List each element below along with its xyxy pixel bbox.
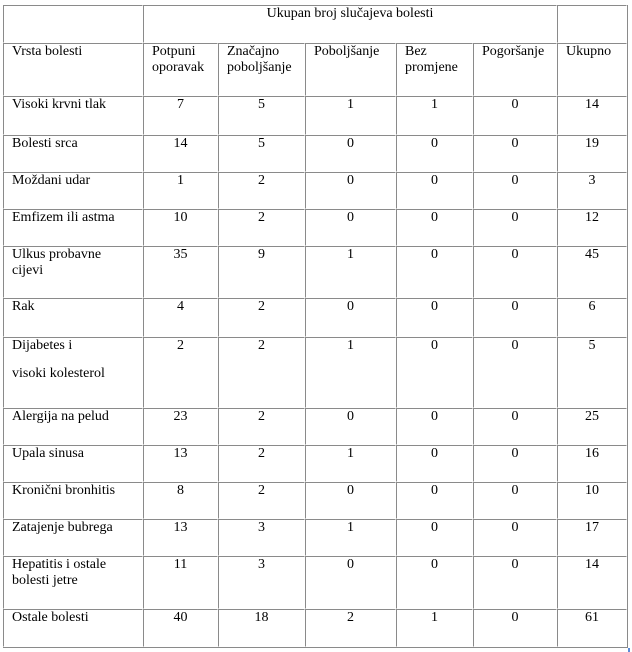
value-cell: 5 — [218, 135, 305, 172]
resize-handle-mark — [628, 648, 630, 652]
value-cell: 0 — [473, 482, 557, 519]
table-row — [3, 209, 627, 246]
value-cell: 10 — [143, 209, 218, 246]
table-row — [3, 246, 627, 298]
disease-name: Visoki krvni tlak — [12, 97, 107, 112]
column-header-label-line2: promjene — [405, 60, 458, 75]
disease-cell — [3, 337, 143, 408]
column-header-worsening — [473, 43, 557, 96]
value-cell: 0 — [396, 172, 473, 209]
group-header-cell — [143, 5, 557, 43]
value-cell: 4 — [143, 298, 218, 337]
value-cell: 0 — [473, 172, 557, 209]
table-row — [3, 135, 627, 172]
value-cell: 0 — [473, 519, 557, 556]
total-cell: 61 — [557, 609, 627, 647]
column-header-label: Ukupno — [566, 44, 612, 59]
disease-name: Kronični bronhitis — [12, 483, 116, 498]
value-cell: 1 — [305, 337, 396, 408]
value-cell: 0 — [305, 408, 396, 445]
value-cell: 1 — [305, 519, 396, 556]
value-cell: 1 — [396, 96, 473, 135]
table-row — [3, 298, 627, 337]
table-row — [3, 337, 627, 408]
disease-cell — [3, 445, 143, 482]
value-cell: 0 — [305, 482, 396, 519]
column-header-label-line2: oporavak — [152, 60, 205, 75]
disease-outcome-table — [3, 5, 628, 648]
value-cell: 1 — [305, 246, 396, 298]
disease-cell — [3, 209, 143, 246]
column-header-label-line1: Potpuni — [152, 44, 196, 59]
disease-cell — [3, 96, 143, 135]
disease-name-line2: cijevi — [12, 263, 44, 278]
value-cell: 0 — [473, 135, 557, 172]
value-cell: 0 — [473, 96, 557, 135]
disease-cell — [3, 519, 143, 556]
column-header-no-change — [396, 43, 473, 96]
value-cell: 18 — [218, 609, 305, 647]
column-header-total — [557, 43, 627, 96]
disease-cell — [3, 298, 143, 337]
table-row — [3, 609, 627, 647]
table-row — [3, 519, 627, 556]
disease-cell — [3, 609, 143, 647]
value-cell: 2 — [218, 337, 305, 408]
value-cell: 0 — [396, 246, 473, 298]
total-cell: 5 — [557, 337, 627, 408]
value-cell: 0 — [473, 337, 557, 408]
disease-name: Alergija na pelud — [12, 409, 109, 424]
total-cell: 12 — [557, 209, 627, 246]
value-cell: 13 — [143, 445, 218, 482]
disease-name-line1: Ulkus probavne — [12, 247, 102, 262]
value-cell: 2 — [218, 445, 305, 482]
value-cell: 11 — [143, 556, 218, 609]
value-cell: 0 — [473, 408, 557, 445]
value-cell: 0 — [473, 246, 557, 298]
table-row — [3, 96, 627, 135]
total-cell: 14 — [557, 556, 627, 609]
value-cell: 2 — [218, 209, 305, 246]
disease-name: Bolesti srca — [12, 136, 78, 151]
column-header-label-line1: Bez — [405, 44, 427, 59]
column-header-label: Poboljšanje — [314, 44, 380, 59]
value-cell: 0 — [305, 209, 396, 246]
value-cell: 0 — [305, 556, 396, 609]
table-row — [3, 556, 627, 609]
value-cell: 0 — [396, 209, 473, 246]
disease-name-line2: bolesti jetre — [12, 573, 78, 588]
value-cell: 0 — [473, 556, 557, 609]
value-cell: 2 — [305, 609, 396, 647]
value-cell: 0 — [473, 609, 557, 647]
disease-cell — [3, 135, 143, 172]
value-cell: 2 — [218, 298, 305, 337]
column-header-improvement — [305, 43, 396, 96]
value-cell: 2 — [218, 408, 305, 445]
total-cell: 10 — [557, 482, 627, 519]
disease-cell — [3, 482, 143, 519]
value-cell: 0 — [396, 556, 473, 609]
value-cell: 1 — [143, 172, 218, 209]
disease-name: Ostale bolesti — [12, 610, 89, 625]
value-cell: 0 — [473, 298, 557, 337]
value-cell: 0 — [396, 408, 473, 445]
value-cell: 0 — [396, 482, 473, 519]
value-cell: 0 — [396, 337, 473, 408]
column-header-label: Vrsta bolesti — [12, 44, 83, 59]
value-cell: 0 — [396, 298, 473, 337]
disease-cell — [3, 556, 143, 609]
disease-name: Upala sinusa — [12, 446, 84, 461]
value-cell: 2 — [218, 172, 305, 209]
value-cell: 1 — [305, 96, 396, 135]
total-cell: 17 — [557, 519, 627, 556]
disease-name: Emfizem ili astma — [12, 210, 115, 225]
total-cell: 3 — [557, 172, 627, 209]
value-cell: 5 — [218, 96, 305, 135]
disease-name: Rak — [12, 299, 35, 314]
empty-corner-cell — [3, 5, 143, 43]
value-cell: 3 — [218, 519, 305, 556]
value-cell: 0 — [305, 172, 396, 209]
empty-total-header-cell — [557, 5, 627, 43]
value-cell: 1 — [305, 445, 396, 482]
disease-name-line1: Dijabetes i — [12, 338, 73, 353]
column-header-significant-improvement — [218, 43, 305, 96]
value-cell: 0 — [473, 209, 557, 246]
column-header-label-line2: poboljšanje — [227, 60, 292, 75]
column-header-row — [3, 43, 627, 96]
value-cell: 0 — [396, 135, 473, 172]
value-cell: 0 — [396, 519, 473, 556]
total-cell: 25 — [557, 408, 627, 445]
value-cell: 1 — [396, 609, 473, 647]
value-cell: 7 — [143, 96, 218, 135]
value-cell: 0 — [396, 445, 473, 482]
value-cell: 3 — [218, 556, 305, 609]
total-cell: 16 — [557, 445, 627, 482]
column-header-full-recovery — [143, 43, 218, 96]
value-cell: 35 — [143, 246, 218, 298]
total-cell: 19 — [557, 135, 627, 172]
value-cell: 23 — [143, 408, 218, 445]
total-cell: 45 — [557, 246, 627, 298]
disease-name-line2: visoki kolesterol — [12, 366, 105, 381]
disease-cell — [3, 408, 143, 445]
table-row — [3, 408, 627, 445]
total-cell: 14 — [557, 96, 627, 135]
disease-cell — [3, 172, 143, 209]
column-header-label: Pogoršanje — [482, 44, 545, 59]
table-row — [3, 172, 627, 209]
disease-name: Moždani udar — [12, 173, 91, 188]
table-row — [3, 445, 627, 482]
disease-name-line1: Hepatitis i ostale — [12, 557, 107, 572]
value-cell: 2 — [218, 482, 305, 519]
disease-cell — [3, 246, 143, 298]
value-cell: 0 — [473, 445, 557, 482]
group-header-label: Ukupan broj slučajeva bolesti — [266, 6, 434, 21]
value-cell: 0 — [305, 135, 396, 172]
column-header-label-line1: Značajno — [227, 44, 280, 59]
disease-name: Zatajenje bubrega — [12, 520, 113, 535]
value-cell: 9 — [218, 246, 305, 298]
value-cell: 13 — [143, 519, 218, 556]
total-cell: 6 — [557, 298, 627, 337]
value-cell: 0 — [305, 298, 396, 337]
value-cell: 8 — [143, 482, 218, 519]
value-cell: 40 — [143, 609, 218, 647]
table-row — [3, 482, 627, 519]
value-cell: 14 — [143, 135, 218, 172]
column-header-disease — [3, 43, 143, 96]
group-header-row — [3, 5, 627, 43]
value-cell: 2 — [143, 337, 218, 408]
